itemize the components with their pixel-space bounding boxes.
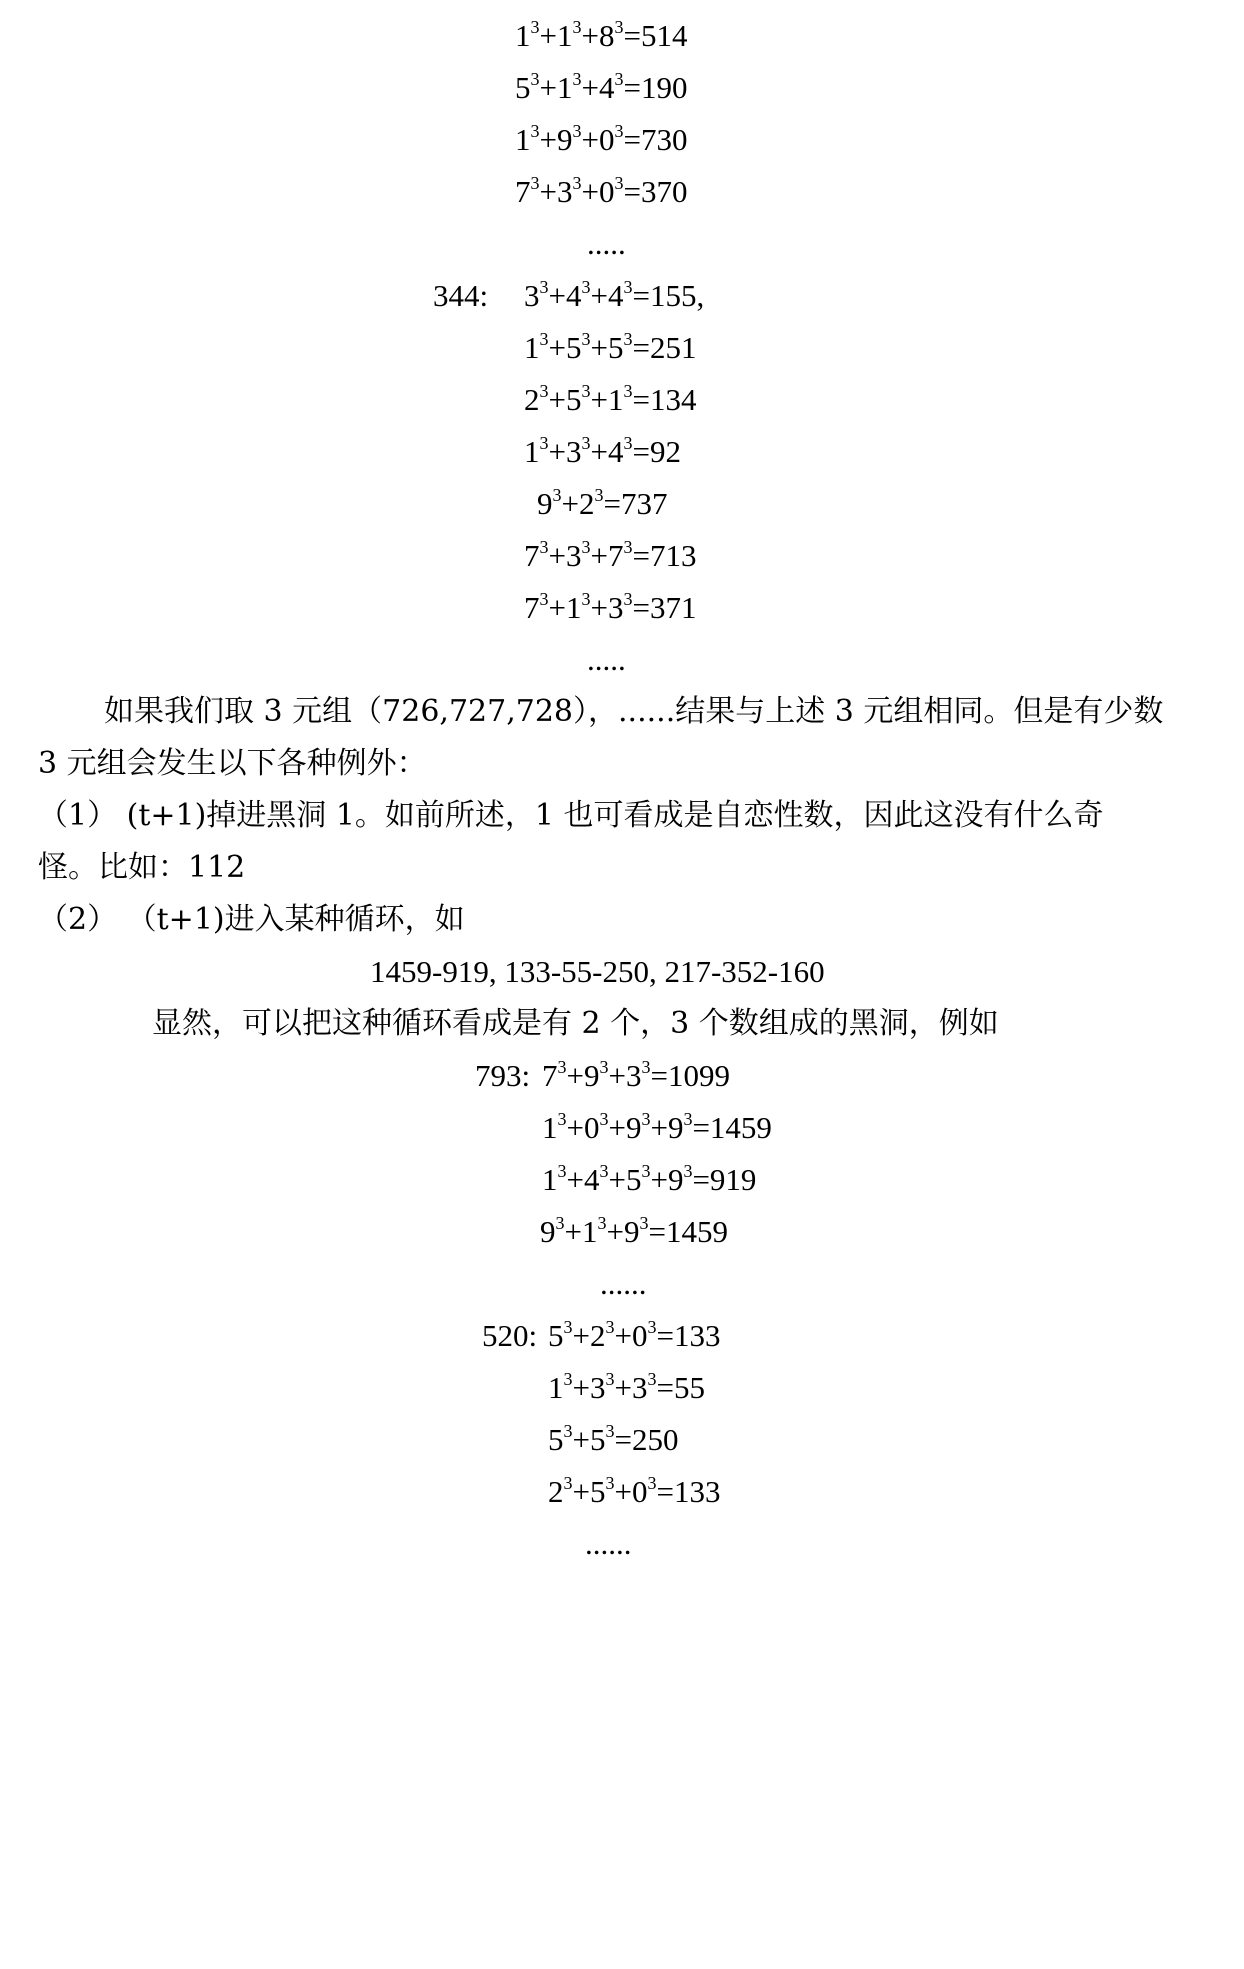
equation-term: =919: [692, 1162, 757, 1197]
equation-line: [548, 1368, 705, 1408]
exponent: 3: [605, 1473, 615, 1493]
equation-term: 1: [524, 434, 540, 469]
exponent: 3: [594, 485, 604, 505]
exponent: 3: [623, 537, 633, 557]
equation-term: +9: [539, 122, 573, 157]
exponent: 3: [539, 277, 549, 297]
equation-term: =155,: [632, 278, 705, 313]
exponent: 3: [563, 1421, 573, 1441]
equation-line: [524, 536, 696, 576]
equation-term: +3: [608, 1058, 642, 1093]
exponent: 3: [599, 1161, 609, 1181]
ellipsis: .....: [587, 226, 626, 261]
paragraph-line: 怪。比如：112: [38, 850, 246, 885]
equation-term: 1: [548, 1370, 564, 1405]
equation-term: +9: [608, 1110, 642, 1145]
equation-term: +4: [590, 278, 624, 313]
equation-term: =371: [632, 590, 697, 625]
exponent: 3: [557, 1109, 567, 1129]
equation-term: =1459: [692, 1110, 772, 1145]
exponent: 3: [599, 1109, 609, 1129]
exponent: 3: [539, 433, 549, 453]
equation-term: 1: [542, 1110, 558, 1145]
equation-term: =55: [656, 1370, 705, 1405]
exponent: 3: [530, 17, 540, 37]
exponent: 3: [539, 381, 549, 401]
exponent: 3: [581, 329, 591, 349]
equation-term: +5: [548, 382, 582, 417]
equation-term: +3: [539, 174, 573, 209]
equation-term: 2: [548, 1474, 564, 1509]
equation-term: +5: [590, 330, 624, 365]
exponent: 3: [581, 381, 591, 401]
equation-term: 7: [542, 1058, 558, 1093]
equation-term: =1459: [648, 1214, 728, 1249]
exponent: 3: [623, 329, 633, 349]
equation-line: [548, 1316, 720, 1356]
exponent: 3: [641, 1161, 651, 1181]
exponent: 3: [530, 173, 540, 193]
equation-term: =133: [656, 1318, 721, 1353]
equation-term: =730: [623, 122, 688, 157]
equation-term: =133: [656, 1474, 721, 1509]
paragraph-line: （1） (t+1)掉进黑洞 1。如前所述，1 也可看成是自恋性数，因此这没有什么奇: [38, 798, 1104, 833]
equation-term: +1: [548, 590, 582, 625]
exponent: 3: [597, 1213, 607, 1233]
exponent: 3: [599, 1057, 609, 1077]
equation-term: +4: [581, 70, 615, 105]
equation-term: +0: [581, 122, 615, 157]
equation-term: +7: [590, 538, 624, 573]
ellipsis: .....: [587, 642, 626, 677]
equation-term: +4: [566, 1162, 600, 1197]
exponent: 3: [581, 537, 591, 557]
exponent: 3: [641, 1057, 651, 1077]
equation-term: +5: [548, 330, 582, 365]
exponent: 3: [614, 121, 624, 141]
equation-line: [548, 1472, 720, 1512]
equation-term: +0: [566, 1110, 600, 1145]
paragraph-line: 显然，可以把这种循环看成是有 2 个，3 个数组成的黑洞，例如: [152, 1006, 999, 1041]
exponent: 3: [572, 69, 582, 89]
equation-line: [524, 380, 696, 420]
equation-line: [524, 276, 704, 316]
equation-line: [524, 328, 696, 368]
equation-term: +9: [566, 1058, 600, 1093]
line-label: 344:: [433, 278, 489, 313]
equation-term: =134: [632, 382, 697, 417]
equation-term: +5: [608, 1162, 642, 1197]
line-label: 520:: [482, 1318, 538, 1353]
exponent: 3: [623, 277, 633, 297]
exponent: 3: [557, 1057, 567, 1077]
equation-line: [537, 484, 667, 524]
equation-term: 3: [524, 278, 540, 313]
exponent: 3: [639, 1213, 649, 1233]
equation-line: [542, 1056, 730, 1096]
equation-term: 7: [524, 538, 540, 573]
equation-term: +3: [590, 590, 624, 625]
equation-term: =250: [614, 1422, 679, 1457]
exponent: 3: [530, 69, 540, 89]
equation-term: =251: [632, 330, 697, 365]
exponent: 3: [539, 329, 549, 349]
exponent: 3: [614, 69, 624, 89]
equation-term: 1: [542, 1162, 558, 1197]
exponent: 3: [623, 589, 633, 609]
exponent: 3: [563, 1369, 573, 1389]
exponent: 3: [572, 173, 582, 193]
exponent: 3: [605, 1421, 615, 1441]
exponent: 3: [647, 1473, 657, 1493]
equation-line: [515, 172, 687, 212]
exponent: 3: [581, 433, 591, 453]
equation-term: +9: [650, 1162, 684, 1197]
cycle-list: 1459-919, 133-55-250, 217-352-160: [370, 954, 825, 989]
exponent: 3: [581, 589, 591, 609]
equation-term: +4: [590, 434, 624, 469]
equation-term: 7: [515, 174, 531, 209]
exponent: 3: [563, 1473, 573, 1493]
equation-term: =370: [623, 174, 688, 209]
ellipsis: ......: [600, 1266, 647, 1301]
equation-term: +0: [614, 1318, 648, 1353]
equation-term: +1: [564, 1214, 598, 1249]
equation-term: =1099: [650, 1058, 730, 1093]
equation-term: =514: [623, 18, 688, 53]
paragraph-line: 如果我们取 3 元组（726,727,728），......结果与上述 3 元组相同。但是有少数: [104, 694, 1164, 729]
equation-term: 5: [548, 1422, 564, 1457]
equation-term: +3: [614, 1370, 648, 1405]
equation-line: [524, 432, 681, 472]
exponent: 3: [683, 1109, 693, 1129]
equation-term: +5: [572, 1474, 606, 1509]
exponent: 3: [530, 121, 540, 141]
equation-term: +0: [614, 1474, 648, 1509]
equation-term: +5: [572, 1422, 606, 1457]
equation-term: +1: [590, 382, 624, 417]
exponent: 3: [623, 381, 633, 401]
equation-term: 9: [537, 486, 553, 521]
equation-term: +3: [548, 538, 582, 573]
equation-line: [548, 1420, 678, 1460]
equation-term: +1: [539, 18, 573, 53]
equation-term: +8: [581, 18, 615, 53]
equation-term: =92: [632, 434, 681, 469]
exponent: 3: [539, 537, 549, 557]
equation-term: +4: [548, 278, 582, 313]
equation-line: [540, 1212, 728, 1252]
paragraph-line: 3 元组会发生以下各种例外：: [38, 746, 427, 781]
equation-term: 2: [524, 382, 540, 417]
exponent: 3: [572, 121, 582, 141]
equation-term: +9: [606, 1214, 640, 1249]
equation-term: +2: [561, 486, 595, 521]
exponent: 3: [623, 433, 633, 453]
equation-term: +9: [650, 1110, 684, 1145]
equation-term: =737: [603, 486, 668, 521]
equation-term: +3: [548, 434, 582, 469]
equation-term: 9: [540, 1214, 556, 1249]
equation-term: 1: [515, 122, 531, 157]
paragraph-line: （2） （t+1)进入某种循环，如: [38, 902, 465, 937]
equation-term: =713: [632, 538, 697, 573]
exponent: 3: [683, 1161, 693, 1181]
exponent: 3: [605, 1317, 615, 1337]
exponent: 3: [572, 17, 582, 37]
equation-term: 1: [515, 18, 531, 53]
exponent: 3: [605, 1369, 615, 1389]
equation-term: =190: [623, 70, 688, 105]
ellipsis: ......: [585, 1526, 632, 1561]
equation-term: +2: [572, 1318, 606, 1353]
equation-line: [524, 588, 696, 628]
equation-term: 5: [515, 70, 531, 105]
line-label: 793:: [475, 1058, 531, 1093]
equation-term: 5: [548, 1318, 564, 1353]
exponent: 3: [557, 1161, 567, 1181]
exponent: 3: [555, 1213, 565, 1233]
equation-line: [542, 1160, 756, 1200]
exponent: 3: [614, 173, 624, 193]
equation-term: +1: [539, 70, 573, 105]
exponent: 3: [563, 1317, 573, 1337]
equation-line: [515, 68, 687, 108]
exponent: 3: [552, 485, 562, 505]
exponent: 3: [581, 277, 591, 297]
exponent: 3: [539, 589, 549, 609]
equation-term: 1: [524, 330, 540, 365]
exponent: 3: [614, 17, 624, 37]
equation-line: [515, 16, 687, 56]
equation-term: +0: [581, 174, 615, 209]
exponent: 3: [647, 1369, 657, 1389]
exponent: 3: [641, 1109, 651, 1129]
equation-line: [515, 120, 687, 160]
exponent: 3: [647, 1317, 657, 1337]
equation-term: 7: [524, 590, 540, 625]
equation-term: +3: [572, 1370, 606, 1405]
equation-line: [542, 1108, 772, 1148]
